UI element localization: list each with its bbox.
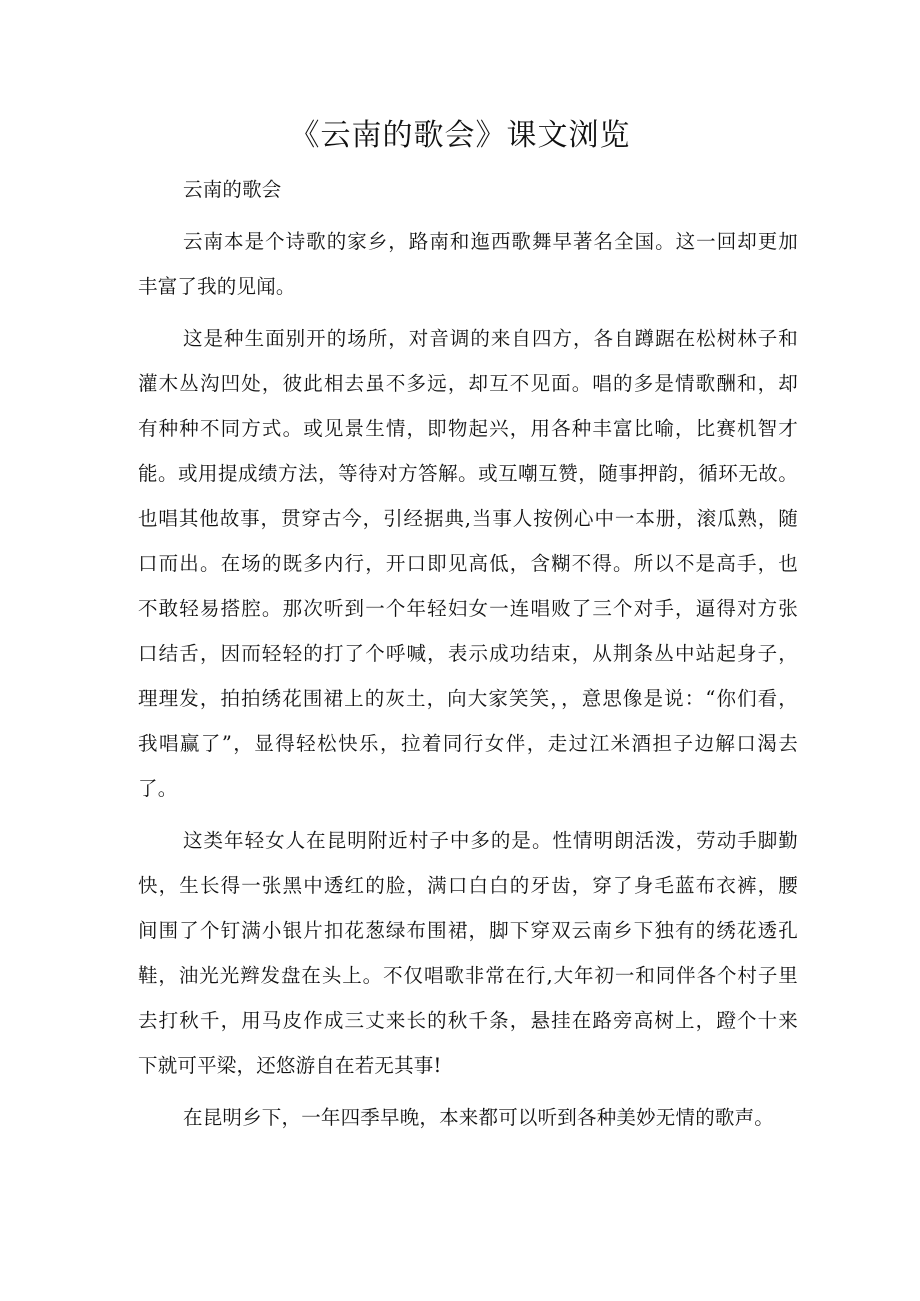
text-line: 口而出。在场的既多内行，开口即见高低，含糊不得。所以不是高手，也: [138, 552, 798, 575]
text-line: 下就可平梁，还悠游自在若无其事!: [138, 1054, 442, 1077]
text-line: 也唱其他故事，贯穿古今，引经据典,当事人按例心中一本册，滚瓜熟，随: [138, 507, 798, 530]
text-line: 能。或用提成绩方法，等待对方答解。或互嘲互赞，随事押韵，循环无故。: [138, 462, 798, 485]
document-title: 《云南的歌会》课文浏览: [289, 118, 631, 153]
paragraph: [138, 316, 798, 811]
paragraph-gap: [138, 309, 798, 316]
text-line: 不敢轻易搭腔。那次听到一个年轻妇女一连唱败了三个对手，逼得对方张: [138, 597, 798, 620]
document-body: [138, 167, 798, 1140]
paragraph: [138, 1095, 798, 1140]
text-line: 我唱赢了”，显得轻松快乐，拉着同行女伴，走过江米酒担子边解口渴去: [138, 732, 798, 755]
text-line: 在昆明乡下，一年四季早晚，本来都可以听到各种美妙无情的歌声。: [183, 1106, 775, 1129]
text-line: 快，生长得一张黑中透红的脸，满口白白的牙齿，穿了身毛蓝布衣裤，腰: [138, 874, 798, 897]
paragraph-gap: [138, 212, 798, 219]
paragraph: [138, 219, 798, 309]
text-line: 了。: [138, 777, 178, 800]
text-line: 理理发，拍拍绣花围裙上的灰土，向大家笑笑，，意思像是说：“你们看，: [138, 687, 798, 710]
text-line: 口结舌，因而轻轻的打了个呼喊，表示成功结束，从荆条丛中站起身子，: [138, 642, 798, 665]
text-line: 这是种生面别开的场所，对音调的来自四方，各自蹲踞在松树林子和: [183, 327, 798, 350]
text-line: 灌木丛沟凹处，彼此相去虽不多远，却互不见面。唱的多是情歌酬和，却: [138, 372, 798, 395]
text-line: 间围了个钉满小银片扣花葱绿布围裙，脚下穿双云南乡下独有的绣花透孔: [138, 919, 798, 942]
text-line: 有种种不同方式。或见景生情，即物起兴，用各种丰富比喻，比赛机智才: [138, 417, 798, 440]
paragraph: [138, 818, 798, 1088]
text-line: 鞋，油光光辫发盘在头上。不仅唱歌非常在行,大年初一和同伴各个村子里: [138, 964, 798, 987]
text-line: 丰富了我的见闻。: [138, 275, 296, 298]
text-line: 去打秋千，用马皮作成三丈来长的秋千条，悬挂在路旁高树上，蹬个十来: [138, 1009, 798, 1032]
text-line: 云南本是个诗歌的家乡，路南和迤西歌舞早著名全国。这一回却更加: [183, 230, 798, 253]
section-heading: 云南的歌会: [183, 178, 282, 201]
paragraph-gap: [138, 811, 798, 818]
paragraph-gap: [138, 1088, 798, 1095]
text-line: 这类年轻女人在昆明附近村子中多的是。性情明朗活泼，劳动手脚勤: [183, 829, 798, 852]
